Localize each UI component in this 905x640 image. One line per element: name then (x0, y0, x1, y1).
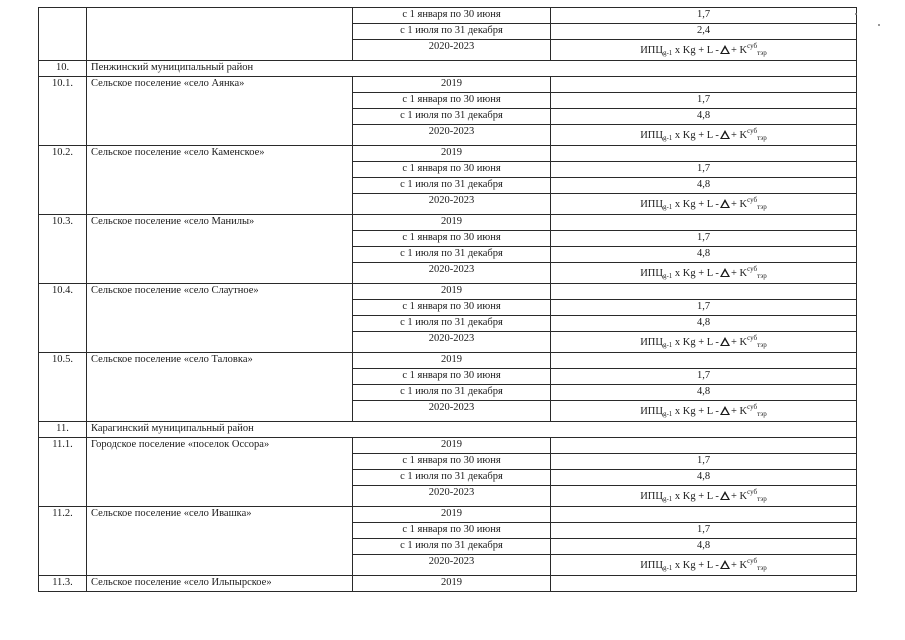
settlement-number: 11.3. (39, 576, 87, 592)
period-cell: 2020-2023 (353, 194, 551, 215)
period-cell: с 1 июля по 31 декабря (353, 24, 551, 40)
settlement-number: 10.2. (39, 146, 87, 215)
formula-k: + K (730, 199, 748, 210)
year-cell: 2019 (353, 146, 551, 162)
formula-mid: x Kg + L - (672, 45, 719, 56)
formula-k-sub: тэр (757, 203, 767, 211)
year-value-cell (551, 438, 857, 454)
year-cell: 2019 (353, 438, 551, 454)
formula-cell (551, 263, 857, 284)
period-cell: 2020-2023 (353, 40, 551, 61)
formula-mid: x Kg + L - (672, 130, 719, 141)
formula-mid: x Kg + L - (672, 337, 719, 348)
table-row (39, 215, 857, 231)
formula-k-sub: тэр (757, 495, 767, 503)
formula-ipc: ИПЦ (640, 45, 663, 56)
delta-icon (720, 199, 730, 208)
formula-cell (551, 194, 857, 215)
formula-cell (551, 486, 857, 507)
settlement-number: 10.4. (39, 284, 87, 353)
formula-mid: x Kg + L - (672, 406, 719, 417)
formula-k-sub: тэр (757, 272, 767, 280)
year-value-cell (551, 576, 857, 592)
settlement-number: 11.1. (39, 438, 87, 507)
year-value-cell (551, 507, 857, 523)
formula-k-sup: суб (747, 334, 758, 342)
formula-k-sub: тэр (757, 134, 767, 142)
table-row (39, 146, 857, 162)
number-cell-continued (39, 8, 87, 61)
value-cell: 1,7 (551, 8, 857, 24)
period-cell: 2020-2023 (353, 401, 551, 422)
formula-ipc: ИПЦ (640, 337, 663, 348)
formula-cell (551, 125, 857, 146)
formula-ipc-sub: g-1 (662, 410, 673, 418)
settlement-name: Сельское поселение «село Каменское» (87, 146, 353, 215)
formula-cell (551, 401, 857, 422)
formula-ipc-sub: g-1 (662, 203, 673, 211)
formula-cell (551, 40, 857, 61)
district-number: 10. (39, 61, 87, 77)
period-cell: с 1 января по 30 июня (353, 162, 551, 178)
period-cell: с 1 января по 30 июня (353, 523, 551, 539)
scan-speck (878, 24, 880, 26)
formula-k: + K (730, 337, 748, 348)
formula-k-sub: тэр (757, 49, 767, 57)
table-row (39, 507, 857, 523)
period-cell: 2020-2023 (353, 263, 551, 284)
formula-mid: x Kg + L - (672, 268, 719, 279)
table-row (39, 77, 857, 93)
delta-icon (720, 337, 730, 346)
formula-ipc-sub: g-1 (662, 341, 673, 349)
scan-speck (855, 13, 857, 15)
settlement-name: Сельское поселение «село Манилы» (87, 215, 353, 284)
settlement-name: Сельское поселение «село Аянка» (87, 77, 353, 146)
formula-ipc: ИПЦ (640, 268, 663, 279)
formula-ipc: ИПЦ (640, 491, 663, 502)
table-row (39, 576, 857, 592)
settlement-number: 10.3. (39, 215, 87, 284)
district-number: 11. (39, 422, 87, 438)
formula-k-sup: суб (747, 488, 758, 496)
formula-ipc-sub: g-1 (662, 49, 673, 57)
formula-ipc: ИПЦ (640, 199, 663, 210)
value-cell: 1,7 (551, 93, 857, 109)
value-cell: 1,7 (551, 300, 857, 316)
period-cell: 2020-2023 (353, 555, 551, 576)
value-cell: 4,8 (551, 385, 857, 401)
period-cell: с 1 июля по 31 декабря (353, 385, 551, 401)
tariff-table-body (39, 8, 857, 592)
delta-icon (720, 45, 730, 54)
table-row (39, 61, 857, 77)
settlement-number: 10.5. (39, 353, 87, 422)
formula-ipc-sub: g-1 (662, 495, 673, 503)
value-cell: 2,4 (551, 24, 857, 40)
formula-ipc-sub: g-1 (662, 272, 673, 280)
formula-mid: x Kg + L - (672, 560, 719, 571)
period-cell: с 1 января по 30 июня (353, 8, 551, 24)
period-cell: с 1 января по 30 июня (353, 454, 551, 470)
year-cell: 2019 (353, 507, 551, 523)
period-cell: 2020-2023 (353, 486, 551, 507)
value-cell: 4,8 (551, 316, 857, 332)
delta-icon (720, 560, 730, 569)
value-cell: 4,8 (551, 178, 857, 194)
value-cell: 4,8 (551, 470, 857, 486)
formula-k: + K (730, 268, 748, 279)
formula-k: + K (730, 491, 748, 502)
settlement-name: Городское поселение «поселок Оссора» (87, 438, 353, 507)
formula-k: + K (730, 406, 748, 417)
value-cell: 1,7 (551, 369, 857, 385)
delta-icon (720, 268, 730, 277)
period-cell: с 1 января по 30 июня (353, 93, 551, 109)
year-cell: 2019 (353, 284, 551, 300)
period-cell: с 1 июля по 31 декабря (353, 109, 551, 125)
formula-ipc: ИПЦ (640, 130, 663, 141)
formula-k-sup: суб (747, 196, 758, 204)
settlement-name: Сельское поселение «село Ивашка» (87, 507, 353, 576)
period-cell: с 1 января по 30 июня (353, 369, 551, 385)
period-cell: 2020-2023 (353, 125, 551, 146)
table-row (39, 422, 857, 438)
formula-k-sub: тэр (757, 341, 767, 349)
formula-ipc: ИПЦ (640, 406, 663, 417)
year-value-cell (551, 215, 857, 231)
value-cell: 1,7 (551, 454, 857, 470)
value-cell: 4,8 (551, 247, 857, 263)
period-cell: с 1 июля по 31 декабря (353, 247, 551, 263)
formula-mid: x Kg + L - (672, 491, 719, 502)
year-cell: 2019 (353, 77, 551, 93)
formula-cell (551, 332, 857, 353)
value-cell: 4,8 (551, 109, 857, 125)
value-cell: 1,7 (551, 523, 857, 539)
formula-k-sup: суб (747, 403, 758, 411)
period-cell: 2020-2023 (353, 332, 551, 353)
formula-k: + K (730, 130, 748, 141)
tariff-table (38, 7, 857, 592)
year-value-cell (551, 353, 857, 369)
year-cell: 2019 (353, 576, 551, 592)
formula-k-sup: суб (747, 127, 758, 135)
year-value-cell (551, 284, 857, 300)
formula-k-sup: суб (747, 42, 758, 50)
formula-k-sub: тэр (757, 564, 767, 572)
formula-k: + K (730, 45, 748, 56)
formula-mid: x Kg + L - (672, 199, 719, 210)
value-cell: 1,7 (551, 231, 857, 247)
period-cell: с 1 июля по 31 декабря (353, 470, 551, 486)
period-cell: с 1 января по 30 июня (353, 300, 551, 316)
year-cell: 2019 (353, 215, 551, 231)
delta-icon (720, 406, 730, 415)
formula-k-sup: суб (747, 557, 758, 565)
value-cell: 1,7 (551, 162, 857, 178)
formula-k-sup: суб (747, 265, 758, 273)
value-cell: 4,8 (551, 539, 857, 555)
year-cell: 2019 (353, 353, 551, 369)
table-row (39, 8, 857, 24)
settlement-name: Сельское поселение «село Слаутное» (87, 284, 353, 353)
settlement-name: Сельское поселение «село Ильпырское» (87, 576, 353, 592)
district-name: Карагинский муниципальный район (87, 422, 857, 438)
table-row (39, 284, 857, 300)
period-cell: с 1 января по 30 июня (353, 231, 551, 247)
district-name: Пенжинский муниципальный район (87, 61, 857, 77)
table-row (39, 353, 857, 369)
year-value-cell (551, 77, 857, 93)
formula-cell (551, 555, 857, 576)
formula-k-sub: тэр (757, 410, 767, 418)
period-cell: с 1 июля по 31 декабря (353, 178, 551, 194)
settlement-number: 10.1. (39, 77, 87, 146)
formula-ipc-sub: g-1 (662, 134, 673, 142)
period-cell: с 1 июля по 31 декабря (353, 539, 551, 555)
formula-ipc-sub: g-1 (662, 564, 673, 572)
table-row (39, 438, 857, 454)
formula-ipc: ИПЦ (640, 560, 663, 571)
year-value-cell (551, 146, 857, 162)
period-cell: с 1 июля по 31 декабря (353, 316, 551, 332)
settlement-name: Сельское поселение «село Таловка» (87, 353, 353, 422)
name-cell-continued (87, 8, 353, 61)
formula-k: + K (730, 560, 748, 571)
delta-icon (720, 130, 730, 139)
delta-icon (720, 491, 730, 500)
settlement-number: 11.2. (39, 507, 87, 576)
